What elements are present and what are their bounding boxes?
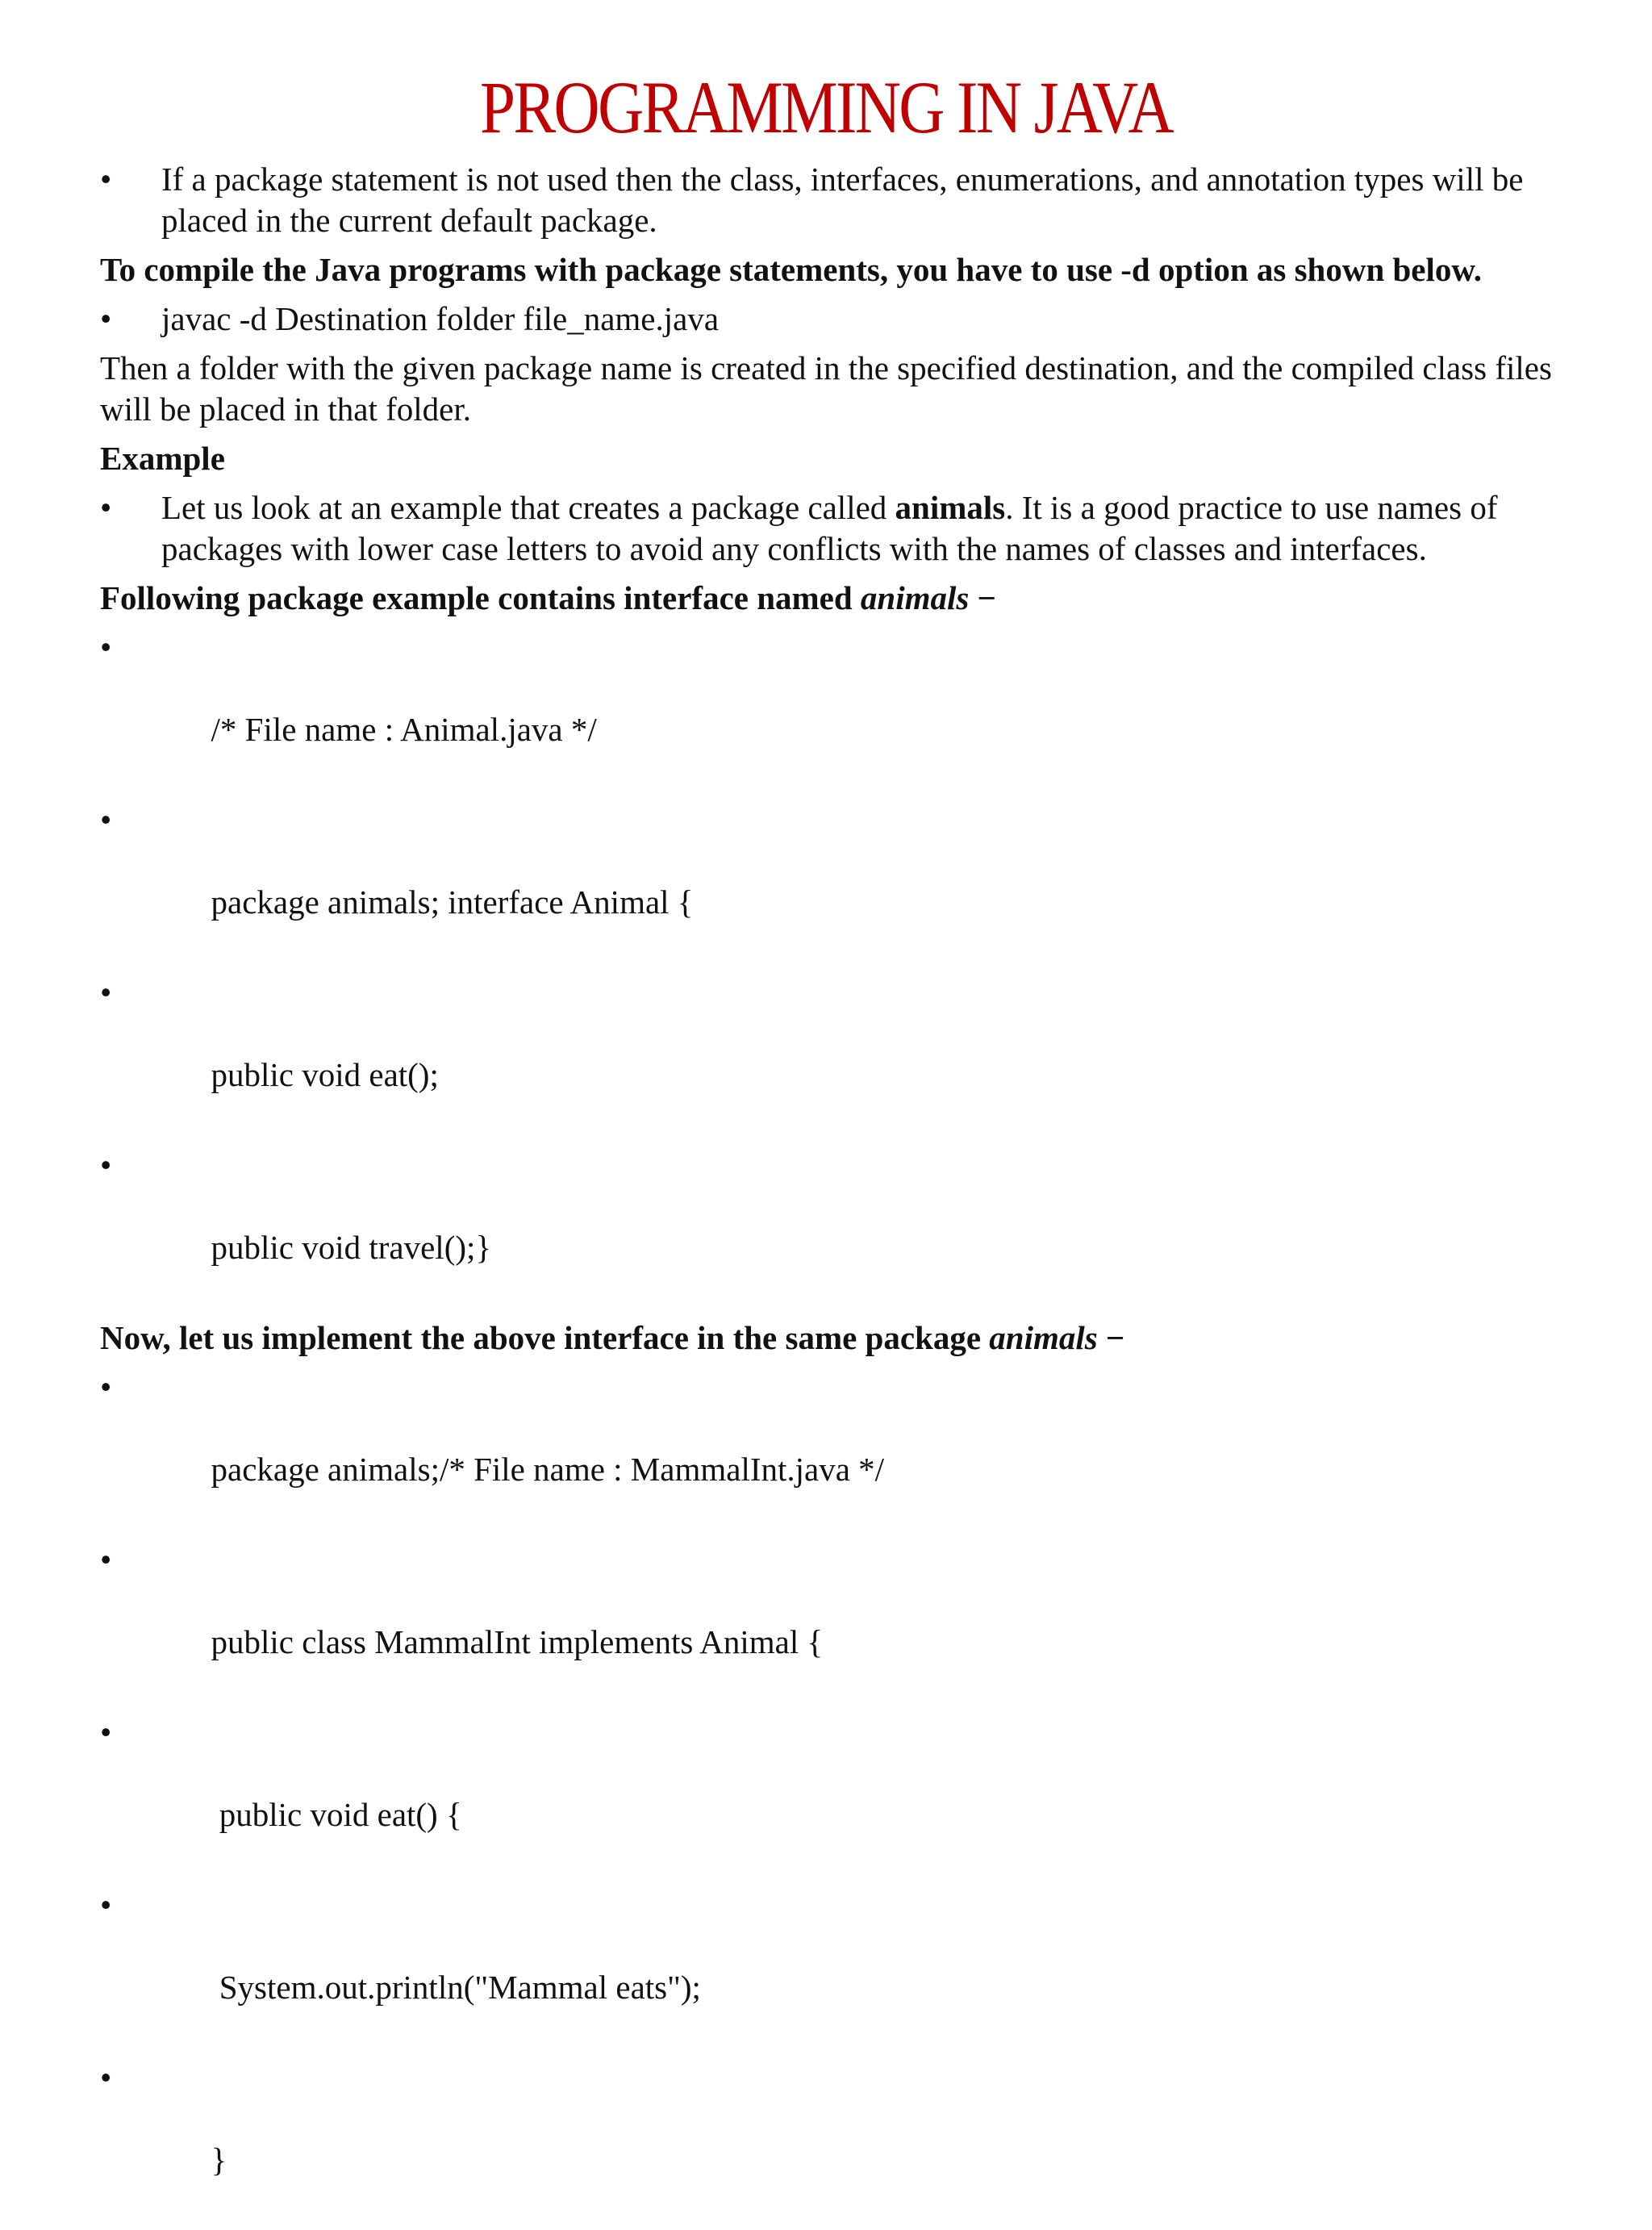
code-text: public void eat();: [211, 1056, 439, 1093]
slide-content: [100, 159, 1568, 2230]
bullet-text-bold: animals: [895, 489, 1006, 526]
code-text: /* File name : Animal.java */: [211, 711, 597, 748]
code-text: package animals;/* File name : MammalInt.java */: [211, 1451, 885, 1488]
bullet-glyph: •: [100, 489, 112, 526]
bullet-glyph: •: [100, 1368, 112, 1405]
bullet-item: [100, 487, 1568, 570]
bullet-glyph: •: [100, 1886, 112, 1923]
bullet-glyph: •: [100, 628, 112, 666]
paragraph: Then a folder with the given package name is created in the specified destination, and the compiled class files will be placed in that folder.: [100, 349, 1552, 428]
bullet-item: [100, 299, 1568, 340]
heading-dash: −: [969, 579, 996, 616]
heading-dash: −: [1097, 1319, 1125, 1356]
bullet-text: [161, 489, 1498, 567]
section-heading: Example: [100, 440, 225, 477]
code-line: [100, 1539, 1568, 1704]
bullet-text: javac -d Destination folder file_name.java: [161, 300, 720, 337]
bullet-glyph: •: [100, 161, 112, 198]
bullet-glyph: •: [100, 2059, 112, 2096]
code-text: public class MammalInt implements Animal {: [211, 1623, 824, 1660]
heading-emphasis: animals: [860, 579, 970, 616]
code-line: [100, 1885, 1568, 2049]
bullet-glyph: •: [100, 1541, 112, 1578]
bullet-text: If a package statement is not used then the class, interfaces, enumerations, and annotation types will be placed in the current default package.: [161, 161, 1524, 239]
section-heading: [100, 578, 1568, 619]
heading-emphasis: animals: [989, 1319, 1098, 1356]
bullet-glyph: •: [100, 1714, 112, 1751]
code-line: [100, 972, 1568, 1137]
slide-title: PROGRAMMING IN JAVA: [479, 66, 1173, 148]
bullet-text-pre: Let us look at an example that creates a package called: [161, 489, 895, 526]
bullet-glyph: •: [100, 1146, 112, 1184]
code-text: public void travel();}: [211, 1229, 492, 1266]
code-text: }: [211, 2141, 227, 2178]
section-heading: [100, 1318, 1568, 1359]
code-line: [100, 800, 1568, 964]
bullet-item: [100, 159, 1568, 241]
code-text: System.out.println("Mammal eats");: [211, 1969, 701, 2006]
code-text: public void eat() {: [211, 1796, 462, 1833]
code-line: [100, 627, 1568, 791]
bullet-text-post: . It is a good practice to use names of packages with lower case letters to avoid any conflicts with the names of classes and interfaces.: [161, 489, 1498, 567]
code-line: [100, 2057, 1568, 2222]
code-line: [100, 1367, 1568, 1531]
code-text: package animals; interface Animal {: [211, 883, 694, 921]
bullet-glyph: •: [100, 801, 112, 838]
heading-text: Following package example contains interface named: [100, 579, 861, 616]
code-line: [100, 1145, 1568, 1309]
section-heading: To compile the Java programs with package statements, you have to use -d option as shown below.: [100, 251, 1482, 288]
code-line: [100, 1712, 1568, 1877]
bullet-glyph: •: [100, 300, 112, 337]
heading-text: Now, let us implement the above interface in the same package: [100, 1319, 990, 1356]
bullet-glyph: •: [100, 974, 112, 1011]
